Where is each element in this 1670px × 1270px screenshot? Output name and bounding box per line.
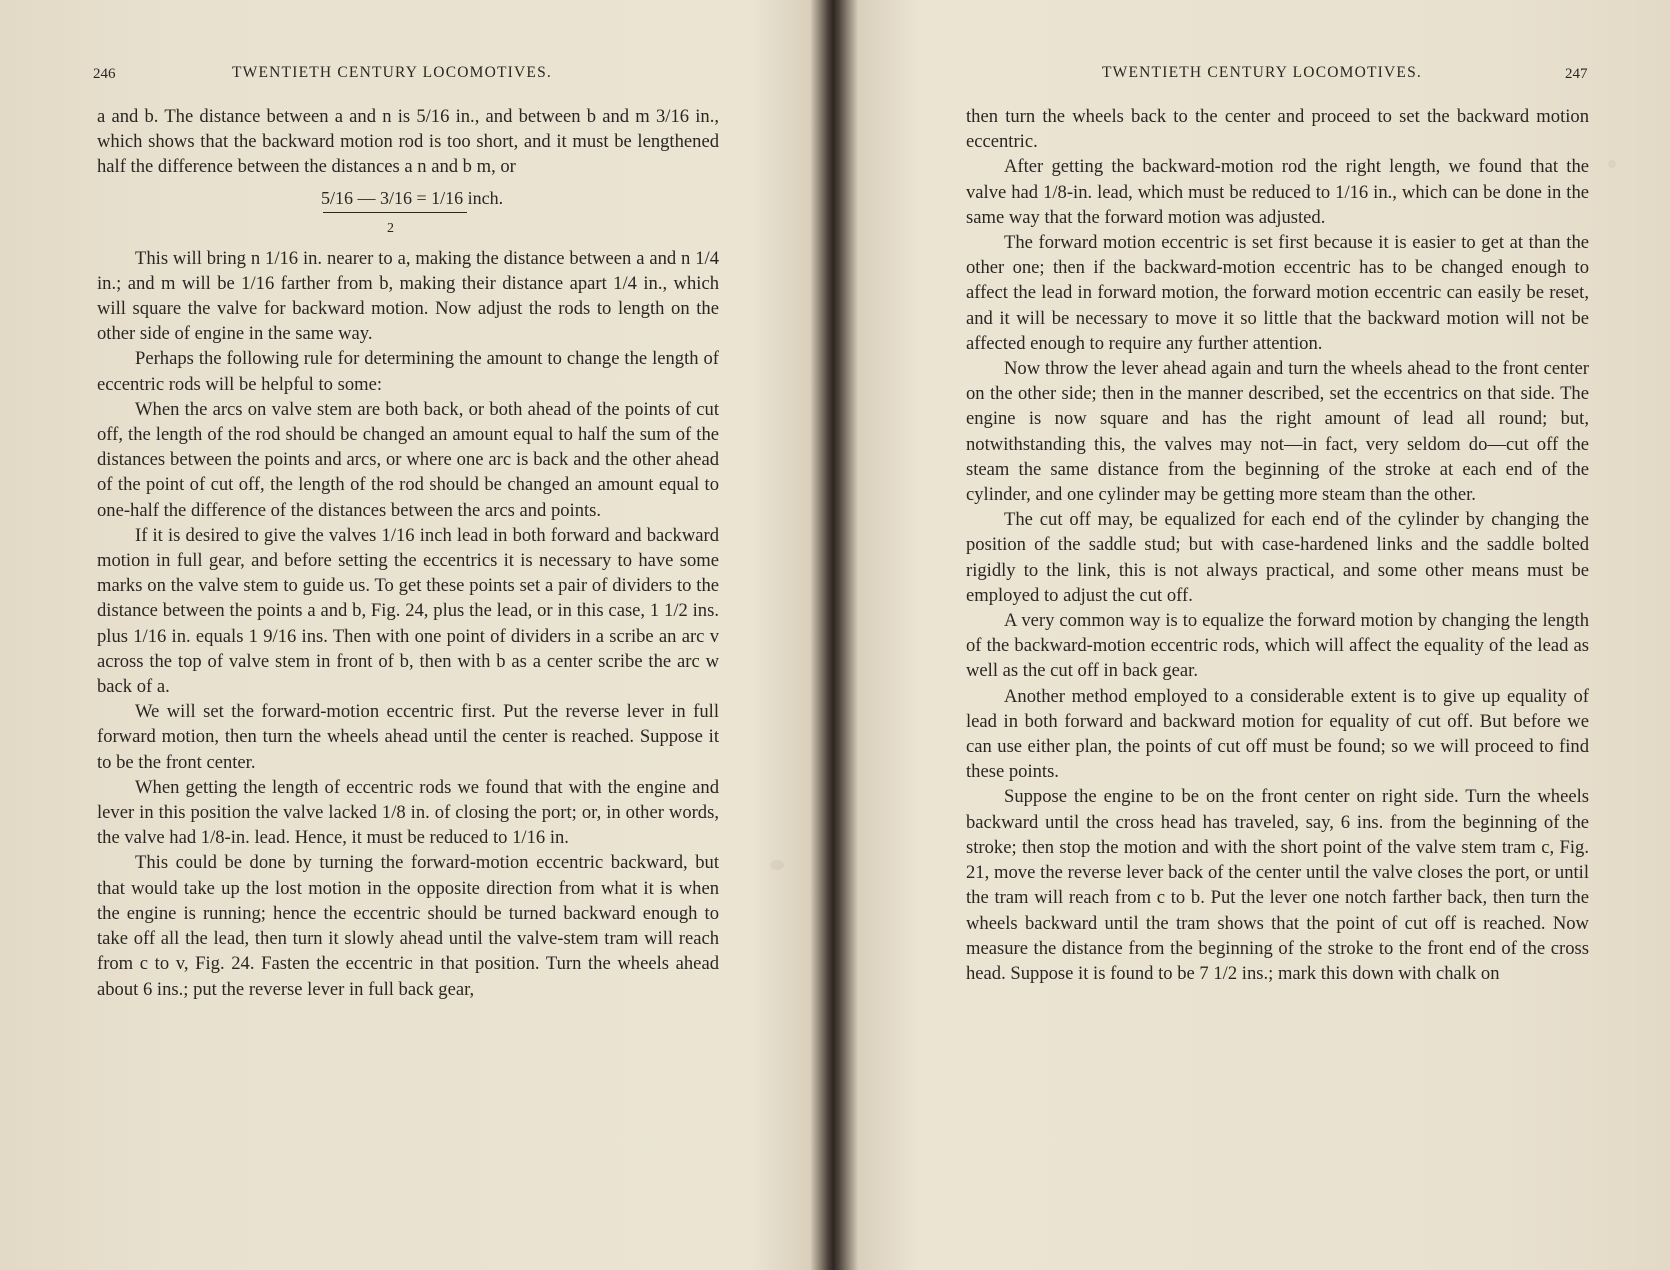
paragraph: A very common way is to equalize the forward motion by changing the length of the backward-motion eccentric rods, which will affect the equality of the lead as well as the cut off in back gear. bbox=[966, 610, 1589, 682]
paragraph: then turn the wheels back to the center and proceed to set the backward motion eccentric. bbox=[966, 106, 1589, 153]
paragraph: After getting the backward-motion rod the right length, we found that the valve had 1/8-in. lead, which must be reduced to 1/16 in., which can be done in the same way that the forward motion was adjusted. bbox=[966, 156, 1589, 228]
paragraph: a and b. The distance between a and n is 5/16 in., and between b and m 3/16 in., which shows that the backward motion rod is too short, and it must be lengthened half the difference between the distances a n and b m, or bbox=[97, 106, 719, 178]
paragraph: This will bring n 1/16 in. nearer to a, making the distance between a and n 1/4 in.; and m will be 1/16 farther from b, making their distance apart 1/4 in., which will square the valve for backward motion. Now adjust the rods to length on the other side of engine in the same way. bbox=[97, 247, 719, 345]
formula-numerator: 5/16 — 3/16 = 1/16 inch. bbox=[321, 187, 504, 208]
fraction-bar bbox=[323, 212, 467, 213]
paragraph: If it is desired to give the valves 1/16 inch lead in both forward and backward motion in full gear, and before setting the eccentrics it is necessary to have some marks on the valve stem to guide us. To get these points set a pair of dividers to the distance between the points a and b, Fig. 24, plus the lead, or in this case, 1 1/2 ins. plus 1/16 in. equals 1 9/16 ins. Then with one point of dividers in a scribe an arc v across the top of valve stem in front of b, then with b as a center scribe the arc w back of a. bbox=[97, 524, 719, 698]
running-head: TWENTIETH CENTURY LOCOMOTIVES. bbox=[1102, 64, 1422, 81]
paper-stain bbox=[1608, 160, 1616, 168]
paper-stain bbox=[770, 860, 784, 870]
formula bbox=[97, 184, 719, 244]
right-page bbox=[848, 0, 1670, 1270]
page-body bbox=[97, 104, 719, 1002]
left-page bbox=[0, 0, 820, 1270]
paragraph: Now throw the lever ahead again and turn the wheels ahead to the front center on the other side; then in the manner described, set the eccentrics on that side. The engine is now square and has the right amount of lead all round; but, notwithstanding this, the valves may not—in fact, very seldom do—cut off the steam the same distance from the beginning of the stroke at each end of the cylinder, and one cylinder may be getting more steam than the other. bbox=[966, 358, 1589, 506]
paragraph: When the arcs on valve stem are both back, or both ahead of the points of cut off, the length of the rod should be changed an amount equal to half the sum of the distances between the points and arcs, or where one arc is back and the other ahead of the point of cut off, the length of the rod should be changed an amount equal to one-half the difference of the distances between the arcs and points. bbox=[97, 398, 719, 521]
paragraph: The forward motion eccentric is set first because it is easier to get at than the other one; then if the backward-motion eccentric has to be changed enough to affect the lead in forward motion, the forward motion eccentric can easily be reset, and it will be necessary to move it so little that the backward motion will not be affected enough to require any further attention. bbox=[966, 232, 1589, 354]
paragraph: Perhaps the following rule for determining the amount to change the length of eccentric rods will be helpful to some: bbox=[97, 348, 719, 395]
formula-denominator: 2 bbox=[387, 220, 394, 236]
paragraph: The cut off may, be equalized for each end of the cylinder by changing the position of the saddle stud; but with case-hardened links and the saddle bolted rigidly to the link, this is not always practical, and some other means must be employed to adjust the cut off. bbox=[966, 509, 1589, 606]
running-head: TWENTIETH CENTURY LOCOMOTIVES. bbox=[232, 64, 552, 81]
paragraph: When getting the length of eccentric rods we found that with the engine and lever in this position the valve lacked 1/8 in. of closing the port; or, in other words, the valve had 1/8-in. lead. Hence, it must be reduced to 1/16 in. bbox=[97, 776, 719, 849]
paragraph: This could be done by turning the forward-motion eccentric backward, but that would take up the lost motion in the opposite direction from what it is when the engine is running; hence the eccentric should be turned backward enough to take off all the lead, then turn it slowly ahead until the valve-stem tram will reach from c to v, Fig. 24. Fasten the eccentric in that position. Turn the wheels ahead about 6 ins.; put the reverse lever in full back gear, bbox=[97, 852, 719, 1000]
page-number: 246 bbox=[93, 66, 116, 82]
paragraph: Another method employed to a considerable extent is to give up equality of lead in both forward and backward motion for equality of cut off. But before we can use either plan, the points of cut off must be found; so we will proceed to find these points. bbox=[966, 685, 1589, 783]
paragraph: Suppose the engine to be on the front center on right side. Turn the wheels backward until the cross head has traveled, say, 6 ins. from the beginning of the stroke; then stop the motion and with the short point of the valve stem tram c, Fig. 21, move the reverse lever back of the center until the valve closes the port, or until the tram will reach from c to b. Put the lever one notch farther back, then turn the wheels backward until the tram shows that the point of cut off is reached. Now measure the distance from the beginning of the stroke to the front end of the cross head. Suppose it is found to be 7 1/2 ins.; mark this down with chalk on bbox=[966, 786, 1589, 984]
page-body bbox=[966, 104, 1589, 986]
paragraph: We will set the forward-motion eccentric first. Put the reverse lever in full forward motion, then turn the wheels ahead until the center is reached. Suppose it to be the front center. bbox=[97, 701, 719, 773]
page-number: 247 bbox=[1565, 66, 1588, 82]
